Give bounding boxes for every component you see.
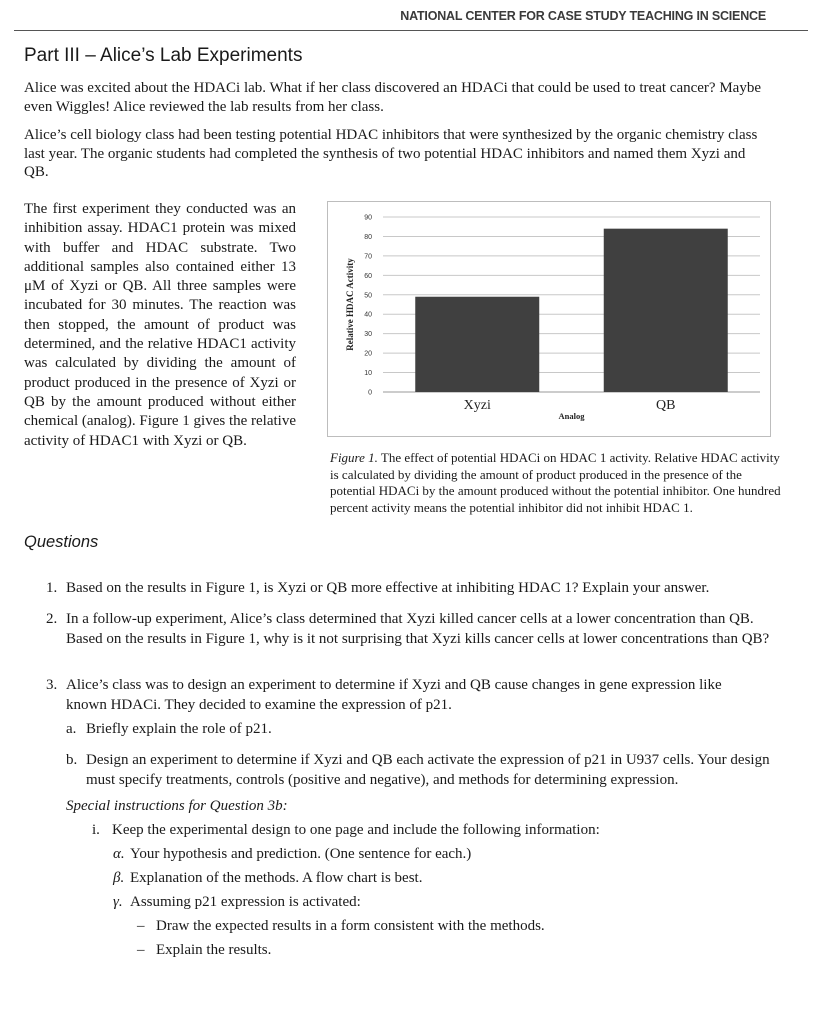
instruction-number: γ. bbox=[113, 894, 123, 910]
instruction-text: Draw the expected results in a form consistent with the methods. bbox=[156, 918, 545, 934]
x-tick-label: QB bbox=[656, 398, 676, 413]
question-text: In a follow-up experiment, Alice’s class determined that Xyzi killed cancer cells at a lower concentration than QB. Based on the results in Figure 1, why is it not surprising that Xyzi kills cancer cells at lower concentrations than QB? bbox=[66, 611, 770, 647]
figure-caption-text: The effect of potential HDACi on HDAC 1 activity. Relative HDAC activity is calculated by dividing the amount of product produced in the presence of the potential HDACi by the amount produced without the potential inhibitor. One hundred percent activity means the potential inhibitor did not inhibit HDAC 1. bbox=[330, 450, 781, 515]
question-number: 1. bbox=[46, 580, 58, 596]
header-organization: NATIONAL CENTER FOR CASE STUDY TEACHING IN SCIENCE bbox=[400, 9, 766, 23]
figure-label: Figure 1. bbox=[330, 450, 378, 465]
instruction-text: Keep the experimental design to one page and include the following information: bbox=[112, 822, 600, 838]
intro-paragraph-1: Alice was excited about the HDACi lab. What if her class discovered an HDACi that could be used to treat cancer? Maybe even Wiggles! Alice reviewed the lab results from her class. bbox=[24, 80, 761, 115]
y-tick-label: 70 bbox=[364, 253, 372, 261]
experiment-description: The first experiment they conducted was an inhibition assay. HDAC1 protein was mixed with buffer and HDAC substrate. Two additional samples also contained either 13 μM of Xyzi or QB. All three samples were incubated for 30 minutes. The reaction was then stopped, the amount of product was determined, and the relative HDAC1 activity was calculated by dividing the amount of product produced in the presence of Xyzi or QB by the amount produced without either chemical (analog). Figure 1 gives the relative activity of HDAC1 with Xyzi or QB. bbox=[24, 201, 296, 449]
instruction-number: α. bbox=[113, 846, 125, 862]
instruction-text: Explanation of the methods. A flow chart is best. bbox=[130, 870, 423, 886]
instruction-text: Your hypothesis and prediction. (One sentence for each.) bbox=[130, 846, 472, 862]
figure-1-chart bbox=[327, 201, 771, 437]
x-axis-label: Analog bbox=[558, 411, 585, 421]
instruction-text: Assuming p21 expression is activated: bbox=[130, 894, 361, 910]
question-number: b. bbox=[66, 752, 78, 768]
y-tick-label: 10 bbox=[364, 370, 372, 378]
y-tick-label: 20 bbox=[364, 350, 372, 358]
bar-qb bbox=[604, 229, 728, 392]
instruction-number: β. bbox=[113, 870, 125, 886]
question-number: 2. bbox=[46, 611, 58, 627]
figure-1-caption bbox=[330, 450, 782, 516]
y-tick-label: 90 bbox=[364, 214, 372, 222]
bar-xyzi bbox=[415, 297, 539, 392]
y-tick-label: 80 bbox=[364, 233, 372, 241]
y-axis-label: Relative HDAC Activity bbox=[345, 258, 355, 351]
intro-paragraph-2: Alice’s cell biology class had been testing potential HDAC inhibitors that were synthesized by the organic chemistry class last year. The organic students had completed the synthesis of two potential HDAC inhibitors and named them Xyzi and QB. bbox=[24, 127, 758, 180]
bar-chart-svg bbox=[328, 202, 772, 438]
x-tick-label: Xyzi bbox=[463, 398, 491, 413]
y-tick-label: 60 bbox=[364, 272, 372, 280]
question-number: 3. bbox=[46, 677, 58, 693]
question-text: Alice’s class was to design an experiment to determine if Xyzi and QB cause changes in gene expression like known HDACi. They decided to examine the expression of p21. bbox=[66, 677, 722, 713]
question-text: Design an experiment to determine if Xyzi and QB each activate the expression of p21 in U937 cells. Your design must specify treatments, controls (positive and negative), and methods for determining expression. bbox=[86, 752, 770, 788]
y-tick-label: 30 bbox=[364, 331, 372, 339]
page-title: Part III – Alice’s Lab Experiments bbox=[24, 45, 303, 66]
bullet-dash: – bbox=[137, 942, 145, 958]
questions-heading: Questions bbox=[24, 533, 99, 551]
y-tick-label: 0 bbox=[368, 389, 372, 397]
instruction-text: Explain the results. bbox=[156, 942, 272, 958]
question-number: a. bbox=[66, 721, 77, 737]
question-text: Briefly explain the role of p21. bbox=[86, 721, 272, 737]
instruction-number: i. bbox=[92, 822, 100, 838]
y-tick-label: 50 bbox=[364, 292, 372, 300]
bullet-dash: – bbox=[137, 918, 145, 934]
y-tick-label: 40 bbox=[364, 311, 372, 319]
special-instructions: Special instructions for Question 3b: bbox=[66, 798, 288, 814]
header-divider bbox=[14, 30, 808, 31]
question-text: Based on the results in Figure 1, is Xyzi or QB more effective at inhibiting HDAC 1? Explain your answer. bbox=[66, 580, 710, 596]
